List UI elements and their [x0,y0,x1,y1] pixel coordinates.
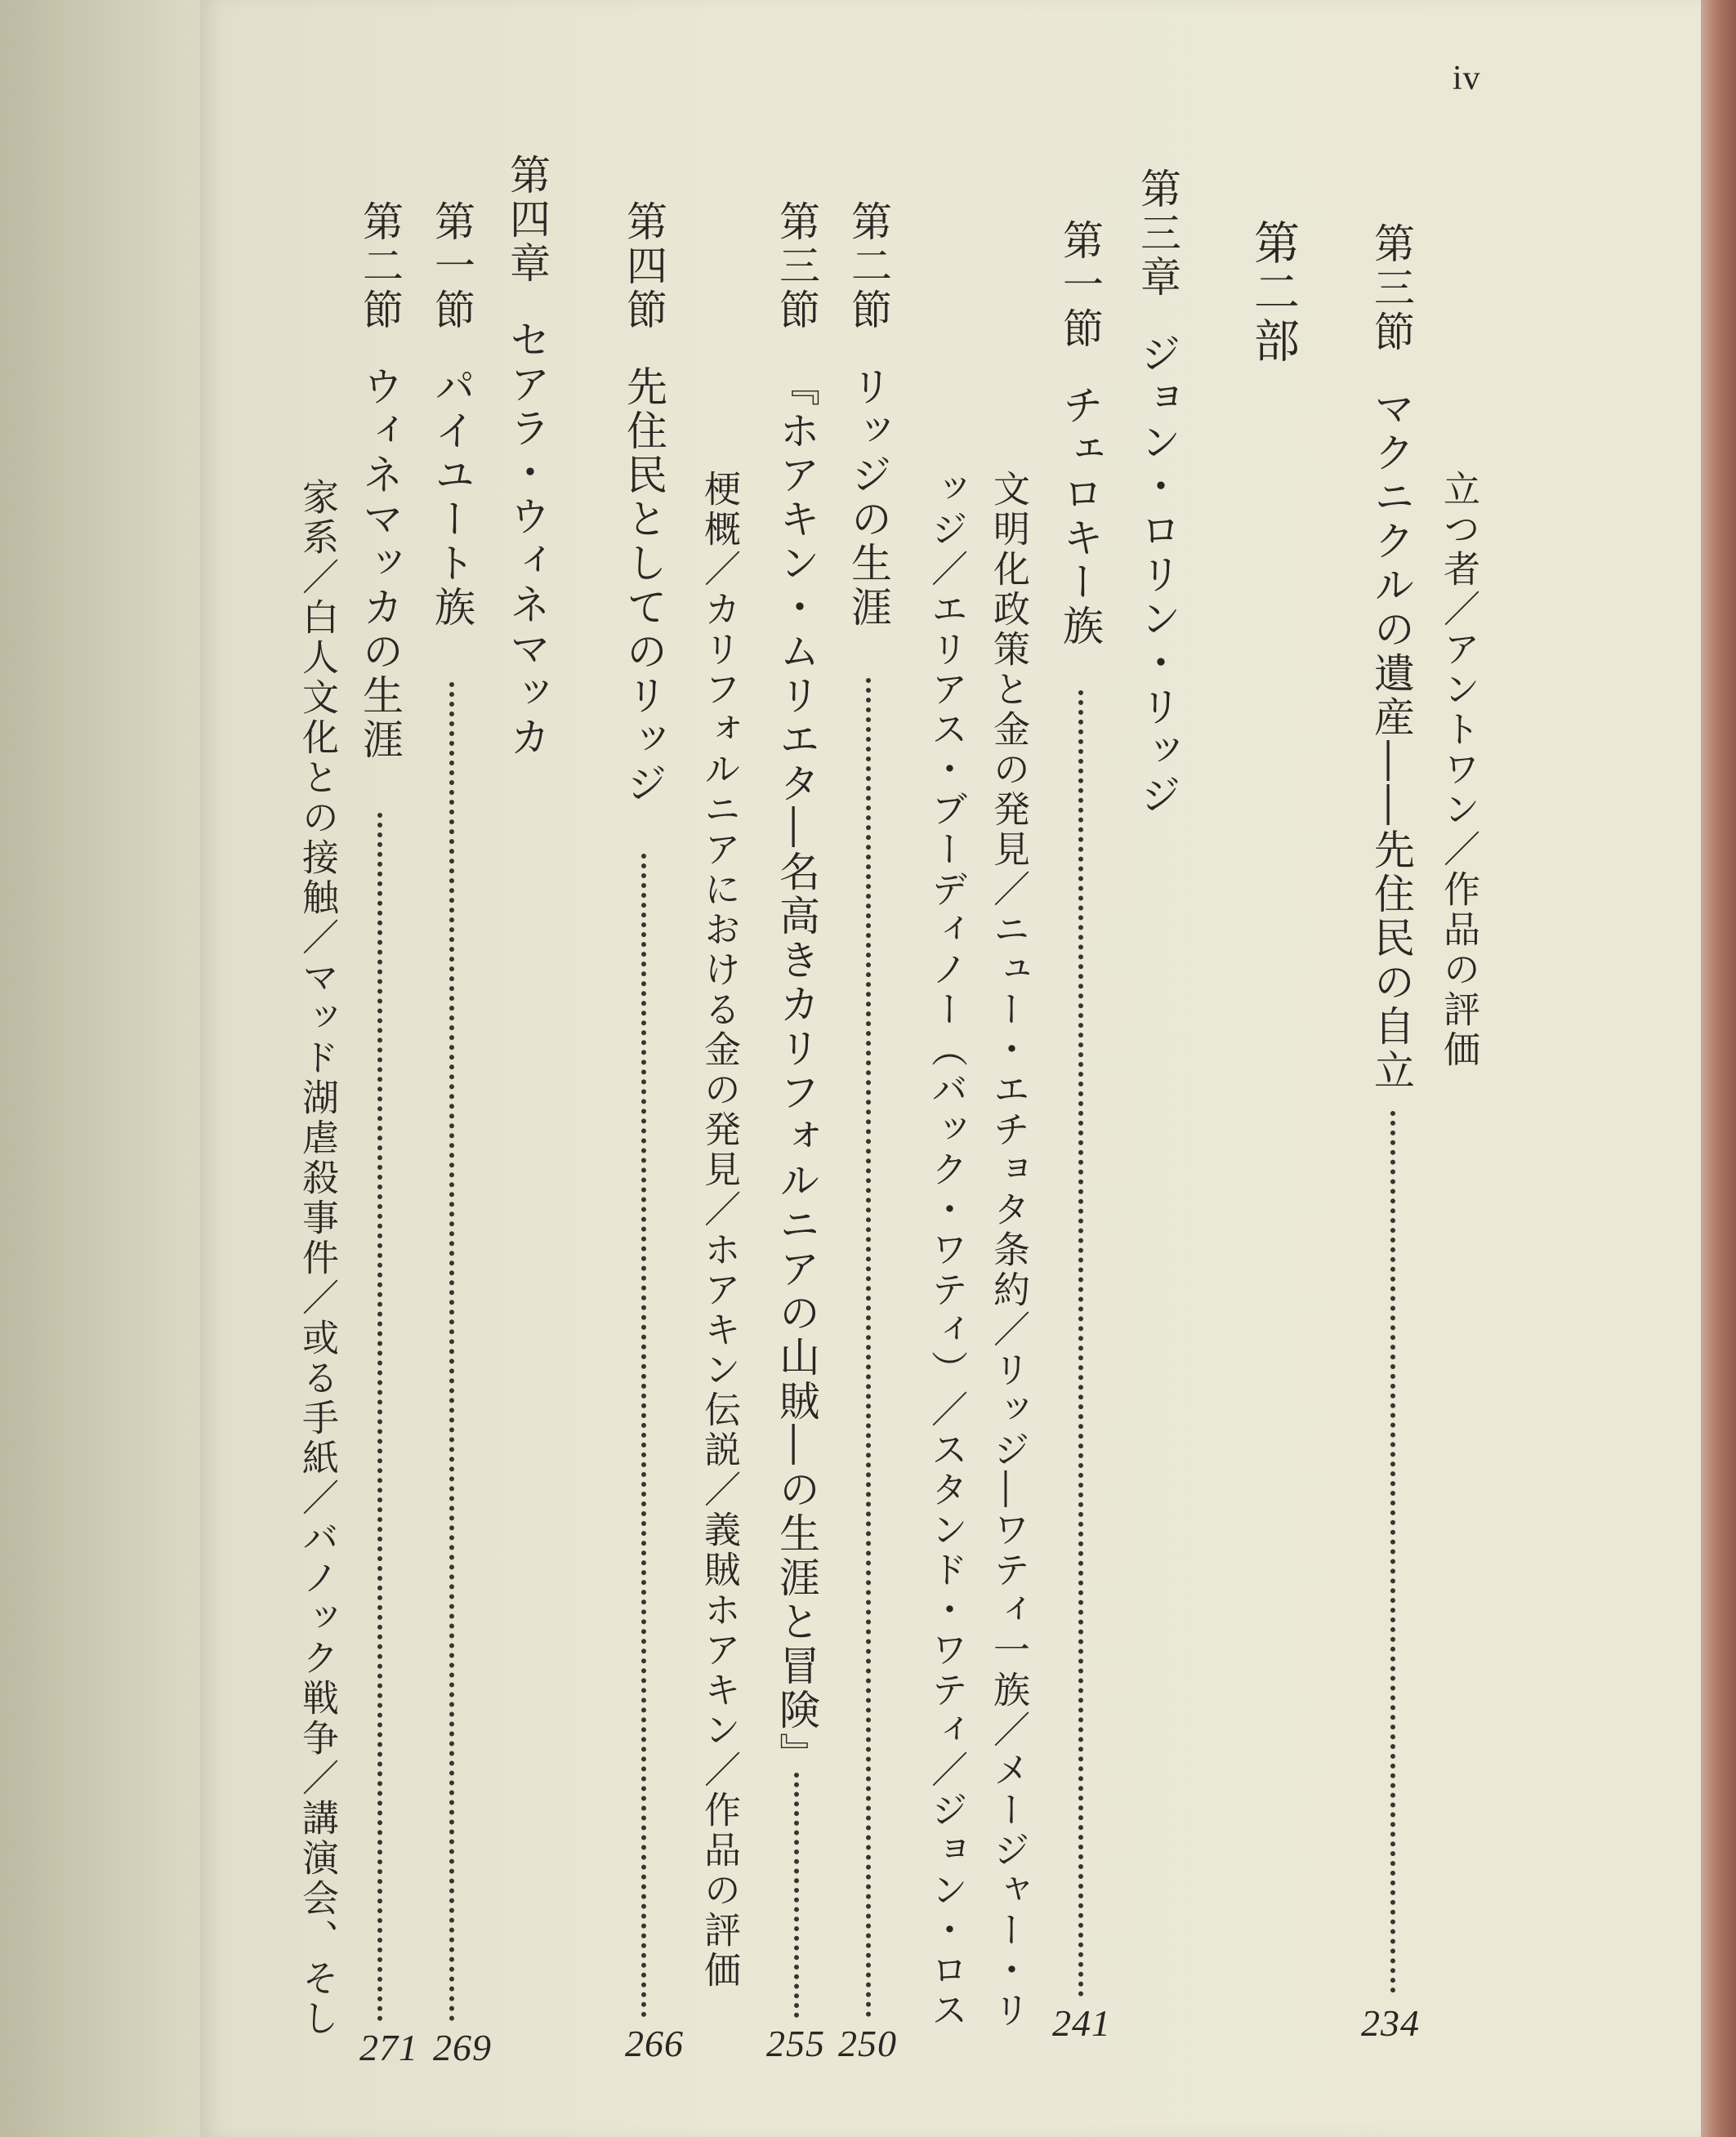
toc-subitems-text: ッジ／エリアス・ブーディノー（バック・ワティ）／スタンド・ワティ／ジョン・ロス [925,470,968,2031]
toc-page-number: 250 [838,2023,897,2064]
toc-chapter-4 [503,154,551,760]
toc-page-number: 271 [359,2027,418,2068]
toc-leader-dots [794,1773,799,2018]
toc-entry-title: 『ホアキン・ムリエタ―名高きカリフォルニアの山賊―の生涯と冒険』 [773,365,820,1777]
page-edge [1701,0,1736,2137]
toc-entry-title: 先住民としてのリッジ [620,365,667,806]
toc-chapter-3 [1134,167,1181,818]
toc-entry-section-3-joaquin [773,200,820,1777]
toc-entry-section-2-ridge-life [845,200,892,630]
toc-subitems-line-3 [925,470,968,2031]
toc-subitems-line-5 [296,478,339,2039]
toc-entry-section-2-winnemucca-life [356,200,404,762]
toc-part-heading [1247,219,1300,366]
toc-entry-head: 第二節 [845,200,892,332]
toc-chapter-head: 第三章 [1134,167,1181,300]
toc-subitems-text: 家系／白人文化との接触／マッド湖虐殺事件／或る手紙／バノック戦争／講演会、そし [296,478,339,2039]
book-gutter [0,0,212,2137]
toc-entry-head: 第二節 [356,200,404,332]
toc-entry-section-1-paiute [428,200,475,630]
toc-leader-dots [866,678,871,2018]
toc-entry-head: 第一節 [1056,219,1104,351]
toc-leader-dots [1078,690,1083,1997]
toc-entry-section-4-native-ridge [620,200,667,806]
toc-leader-dots [377,813,382,2022]
toc-entry-title: チェロキー族 [1056,384,1104,649]
toc-subitems-text: 梗概／カリフォルニアにおける金の発見／ホアキン伝説／義賊ホアキン／作品の評価 [698,470,741,1991]
toc-leader-dots [641,854,646,2018]
toc-subitems-line-4 [698,470,741,1991]
toc-entry-head: 第一節 [428,200,475,332]
toc-entry-section-1-cherokee [1056,219,1104,649]
toc-entry-title: マクニクルの遺産――先住民の自立 [1368,387,1415,1093]
toc-chapter-title: セアラ・ウィネマッカ [503,319,551,760]
toc-entry-head: 第三節 [773,200,820,332]
toc-entry-title: パイユート族 [428,365,475,630]
toc-subitems-text: 立つ者／アントワン／作品の評価 [1437,470,1480,1070]
toc-page-number: 255 [766,2023,825,2064]
toc-chapter-head: 第四章 [503,154,551,286]
toc-entry-title: ウィネマッカの生涯 [356,365,404,762]
toc-leader-dots [1390,1111,1395,1993]
toc-entry-title: リッジの生涯 [845,365,892,630]
toc-chapter-title: ジョン・ロリン・リッジ [1134,332,1181,818]
toc-part-label: 第二部 [1247,219,1300,366]
toc-page-number: 234 [1361,2002,1420,2044]
toc-leader-dots [449,682,454,2022]
toc-entry-head: 第三節 [1368,222,1415,355]
toc-entry-head: 第四節 [620,200,667,332]
toc-page-number: 266 [625,2023,684,2064]
page-number-folio: iv [1453,60,1481,97]
toc-subitems-line-2 [987,470,1030,2031]
toc-page-number: 269 [433,2027,492,2068]
toc-subitems-line-1 [1437,470,1480,1070]
toc-entry-section-3-mcnickle [1368,222,1415,1093]
toc-subitems-text: 文明化政策と金の発見／ニュー・エチョタ条約／リッジ―ワティ一族／メージャー・リ [987,470,1030,2031]
toc-page-number: 241 [1052,2002,1111,2044]
